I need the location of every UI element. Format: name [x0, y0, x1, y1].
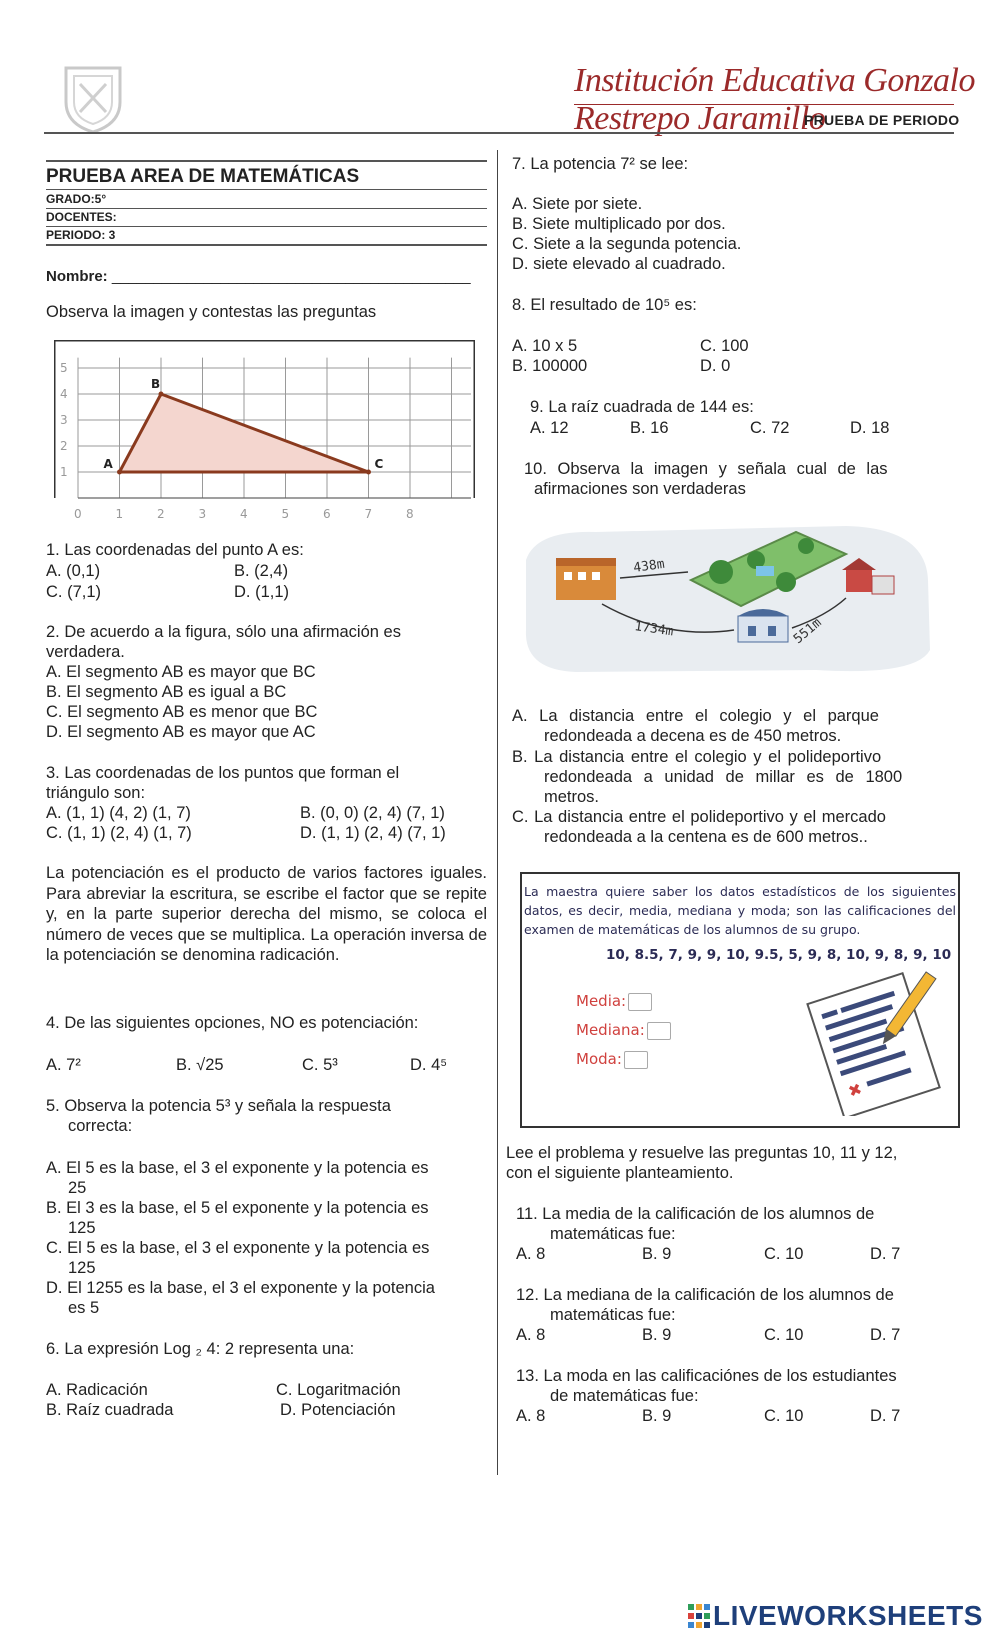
q10-option-c-cont: redondeada a la centena es de 600 metros.. [544, 828, 868, 846]
x-tick-label: 8 [406, 507, 414, 521]
q2-option-b[interactable]: B. El segmento AB es igual a BC [46, 683, 287, 701]
q1-stem: 1. Las coordenadas del punto A es: [46, 541, 304, 559]
q8-stem: 8. El resultado de 10⁵ es: [512, 296, 697, 314]
q5-option-a[interactable]: A. El 5 es la base, el 3 el exponente y la potencia es [46, 1159, 429, 1177]
title-rule-top [46, 160, 487, 162]
q3-option-a[interactable]: A. (1, 1) (4, 2) (1, 7) [46, 804, 191, 822]
q13-option-b[interactable]: B. 9 [642, 1407, 672, 1425]
y-tick-label: 3 [60, 413, 68, 427]
q10-option-b-cont2: metros. [544, 788, 600, 806]
q9-option-b[interactable]: B. 16 [630, 419, 669, 437]
q11-option-b[interactable]: B. 9 [642, 1245, 672, 1263]
q1-option-d[interactable]: D. (1,1) [234, 583, 290, 601]
statistics-data: 10, 8.5, 7, 9, 9, 10, 9.5, 5, 9, 8, 10, 9, 8, 9, 10 [606, 947, 952, 963]
name-label: Nombre: [46, 268, 108, 285]
liveworksheets-icon [688, 1604, 710, 1628]
y-tick-label: 2 [60, 439, 68, 453]
exam-type: PRUEBA DE PERIODO [804, 112, 960, 128]
q5-option-a-cont: 25 [68, 1179, 87, 1197]
school-building-icon [556, 558, 616, 600]
q7-option-b[interactable]: B. Siete multiplicado por dos. [512, 215, 726, 233]
q5-stem: 5. Observa la potencia 5³ y señala la respuesta [46, 1097, 391, 1115]
vertex-c [366, 470, 371, 475]
problem-intro-cont: con el siguiente planteamiento. [506, 1164, 734, 1182]
q10-option-b-cont: redondeada a unidad de millar es de 1800 [544, 768, 903, 786]
q8-option-d[interactable]: D. 0 [700, 357, 731, 375]
coordinate-plot [54, 340, 475, 528]
q12-stem-cont: matemáticas fue: [550, 1306, 676, 1324]
statistics-box [520, 872, 960, 1128]
q7-option-a[interactable]: A. Siete por siete. [512, 195, 643, 213]
vertex-label-a: A [103, 457, 113, 471]
y-tick-label: 1 [60, 465, 68, 479]
name-field[interactable] [46, 266, 471, 287]
q6-option-d[interactable]: D. Potenciación [280, 1401, 396, 1419]
name-blank: ___________________________________________ [111, 268, 471, 285]
q6-option-b[interactable]: B. Raíz cuadrada [46, 1401, 174, 1419]
header-rule [574, 104, 954, 105]
q3-option-d[interactable]: D. (1, 1) (2, 4) (7, 1) [300, 824, 446, 842]
q11-option-a[interactable]: A. 8 [516, 1245, 546, 1263]
mediana-input[interactable] [647, 1022, 671, 1040]
q5-option-d[interactable]: D. El 1255 es la base, el 3 el exponente y la potencia [46, 1279, 435, 1297]
q1-option-a[interactable]: A. (0,1) [46, 562, 101, 580]
q9-option-a[interactable]: A. 12 [530, 419, 569, 437]
distance-school-park: 438m [632, 556, 666, 576]
q4-option-b[interactable]: B. √25 [176, 1056, 224, 1074]
q9-option-c[interactable]: C. 72 [750, 419, 790, 437]
q13-option-d[interactable]: D. 7 [870, 1407, 901, 1425]
x-tick-label: 3 [198, 507, 207, 521]
grade-rule [46, 208, 487, 209]
mediana-field[interactable] [576, 1021, 671, 1040]
liveworksheets-brand: LIVEWORKSHEETS [713, 1600, 983, 1631]
q11-stem: 11. La media de la calificación de los alumnos de [516, 1205, 875, 1223]
q9-stem: 9. La raíz cuadrada de 144 es: [530, 398, 754, 416]
q3-option-b[interactable]: B. (0, 0) (2, 4) (7, 1) [300, 804, 445, 822]
media-field[interactable] [576, 992, 652, 1011]
vertex-label-b: B [151, 377, 161, 391]
q5-stem-cont: correcta: [68, 1117, 133, 1135]
x-tick-label: 1 [115, 507, 124, 521]
q4-option-c[interactable]: C. 5³ [302, 1056, 338, 1074]
period: PERIODO: 3 [46, 228, 116, 242]
q12-option-d[interactable]: D. 7 [870, 1326, 901, 1344]
q12-option-b[interactable]: B. 9 [642, 1326, 672, 1344]
period-rule [46, 244, 487, 246]
x-tick-label: 0 [74, 507, 82, 521]
q12-stem: 12. La mediana de la calificación de los alumnos de [516, 1286, 894, 1304]
exam-title: PRUEBA AREA DE MATEMÁTICAS [46, 166, 360, 187]
y-tick-label: 5 [60, 361, 68, 375]
statistics-intro: La maestra quiere saber los datos estadísticos de los siguientes datos, es decir, media, mediana y moda; son las calificaciones del examen de matemáticas de los alumnos de su grupo. [524, 884, 956, 937]
sports-center-icon [738, 609, 788, 642]
q5-option-b[interactable]: B. El 3 es la base, el 5 el exponente y la potencia es [46, 1199, 429, 1217]
q4-option-d[interactable]: D. 4⁵ [410, 1056, 448, 1074]
q9-option-d[interactable]: D. 18 [850, 419, 890, 437]
mediana-label: Mediana: [576, 1021, 645, 1039]
distance-map [516, 520, 936, 680]
teachers: DOCENTES: [46, 210, 117, 224]
teachers-rule [46, 226, 487, 227]
q13-option-c[interactable]: C. 10 [764, 1407, 804, 1425]
problem-intro: Lee el problema y resuelve las preguntas 10, 11 y 12, [506, 1144, 898, 1162]
media-input[interactable] [628, 993, 652, 1011]
q11-stem-cont: matemáticas fue: [550, 1225, 676, 1243]
q5-option-b-cont: 125 [68, 1219, 96, 1237]
institution-name: Institución Educativa Gonzalo Restrepo Jaramillo [574, 62, 976, 137]
q7-option-d[interactable]: D. siete elevado al cuadrado. [512, 255, 726, 273]
q7-stem: 7. La potencia 7² se lee: [512, 155, 689, 173]
q3-stem-cont: triángulo son: [46, 784, 146, 802]
q6-stem: 6. La expresión Log ₂ 4: 2 representa una: [46, 1340, 355, 1358]
q2-stem-cont: verdadera. [46, 643, 125, 661]
q2-stem: 2. De acuerdo a la figura, sólo una afirmación es [46, 623, 401, 641]
q13-stem-cont: de matemáticas fue: [550, 1387, 699, 1405]
q12-option-c[interactable]: C. 10 [764, 1326, 804, 1344]
title-rule [46, 189, 487, 190]
school-crest [60, 62, 126, 134]
svg-text:✖: ✖ [845, 1079, 865, 1102]
column-divider [497, 150, 498, 1475]
q1-option-b[interactable]: B. (2,4) [234, 562, 289, 580]
instruction: Observa la imagen y contestas las preguntas [46, 303, 377, 321]
q8-option-b[interactable]: B. 100000 [512, 357, 588, 375]
q6-option-c[interactable]: C. Logaritmación [276, 1381, 401, 1399]
liveworksheets-logo [688, 1600, 983, 1632]
x-tick-label: 2 [157, 507, 165, 521]
q11-option-c[interactable]: C. 10 [764, 1245, 804, 1263]
q8-option-a[interactable]: A. 10 x 5 [512, 337, 578, 355]
x-tick-label: 7 [364, 507, 373, 521]
header-divider [44, 132, 954, 134]
q4-option-a[interactable]: A. 7² [46, 1056, 81, 1074]
q1-option-c[interactable]: C. (7,1) [46, 583, 102, 601]
vertex-a [117, 470, 122, 475]
q8-option-c[interactable]: C. 100 [700, 337, 749, 355]
distance-school-sports: 1734m [633, 619, 675, 640]
q10-stem-cont: afirmaciones son verdaderas [534, 480, 746, 498]
moda-field[interactable] [576, 1050, 648, 1069]
moda-input[interactable] [624, 1051, 648, 1069]
q13-option-a[interactable]: A. 8 [516, 1407, 546, 1425]
q3-stem: 3. Las coordenadas de los puntos que forman el [46, 764, 400, 782]
media-label: Media: [576, 992, 627, 1010]
q10-option-c[interactable]: C. La distancia entre el polideportivo y el mercado [512, 808, 886, 826]
q4-stem: 4. De las siguientes opciones, NO es potenciación: [46, 1014, 419, 1032]
q2-option-c[interactable]: C. El segmento AB es menor que BC [46, 703, 318, 721]
q13-stem: 13. La moda en las calificaciónes de los estudiantes [516, 1367, 897, 1385]
q10-option-a-cont: redondeada a decena es de 450 metros. [544, 727, 842, 745]
vertex-b [159, 392, 164, 397]
q6-option-a[interactable]: A. Radicación [46, 1381, 148, 1399]
x-tick-label: 6 [323, 507, 331, 521]
exam-paper-icon [792, 966, 952, 1116]
q7-option-c[interactable]: C. Siete a la segunda potencia. [512, 235, 742, 253]
q2-option-d[interactable]: D. El segmento AB es mayor que AC [46, 723, 316, 741]
q5-option-c-cont: 125 [68, 1259, 96, 1277]
q10-option-a[interactable]: A. La distancia entre el colegio y el parque [512, 707, 879, 725]
q12-option-a[interactable]: A. 8 [516, 1326, 546, 1344]
moda-label: Moda: [576, 1050, 622, 1068]
q2-option-a[interactable]: A. El segmento AB es mayor que BC [46, 663, 316, 681]
distance-sports-market: 551m [790, 615, 825, 648]
q3-option-c[interactable]: C. (1, 1) (2, 4) (1, 7) [46, 824, 192, 842]
vertex-label-c: C [374, 457, 384, 471]
q5-option-c[interactable]: C. El 5 es la base, el 3 el exponente y la potencia es [46, 1239, 430, 1257]
q10-option-b[interactable]: B. La distancia entre el colegio y el polideportivo [512, 748, 882, 766]
potenciacion-paragraph: La potenciación es el producto de varios factores iguales. Para abreviar la escritura, se escribe el factor que se repite y, en la parte superior derecha del mismo, se coloca el número de veces que se multiplica. La operación inversa de la potenciación se denomina radicación. [46, 864, 487, 964]
coordinate-chart [54, 340, 475, 528]
x-tick-label: 5 [281, 507, 290, 521]
x-tick-label: 4 [240, 507, 248, 521]
q10-stem: 10. Observa la imagen y señala cual de las [524, 460, 888, 478]
grade: GRADO:5° [46, 192, 107, 206]
q5-option-d-cont: es 5 [68, 1299, 100, 1317]
q11-option-d[interactable]: D. 7 [870, 1245, 901, 1263]
y-tick-label: 4 [60, 387, 68, 401]
